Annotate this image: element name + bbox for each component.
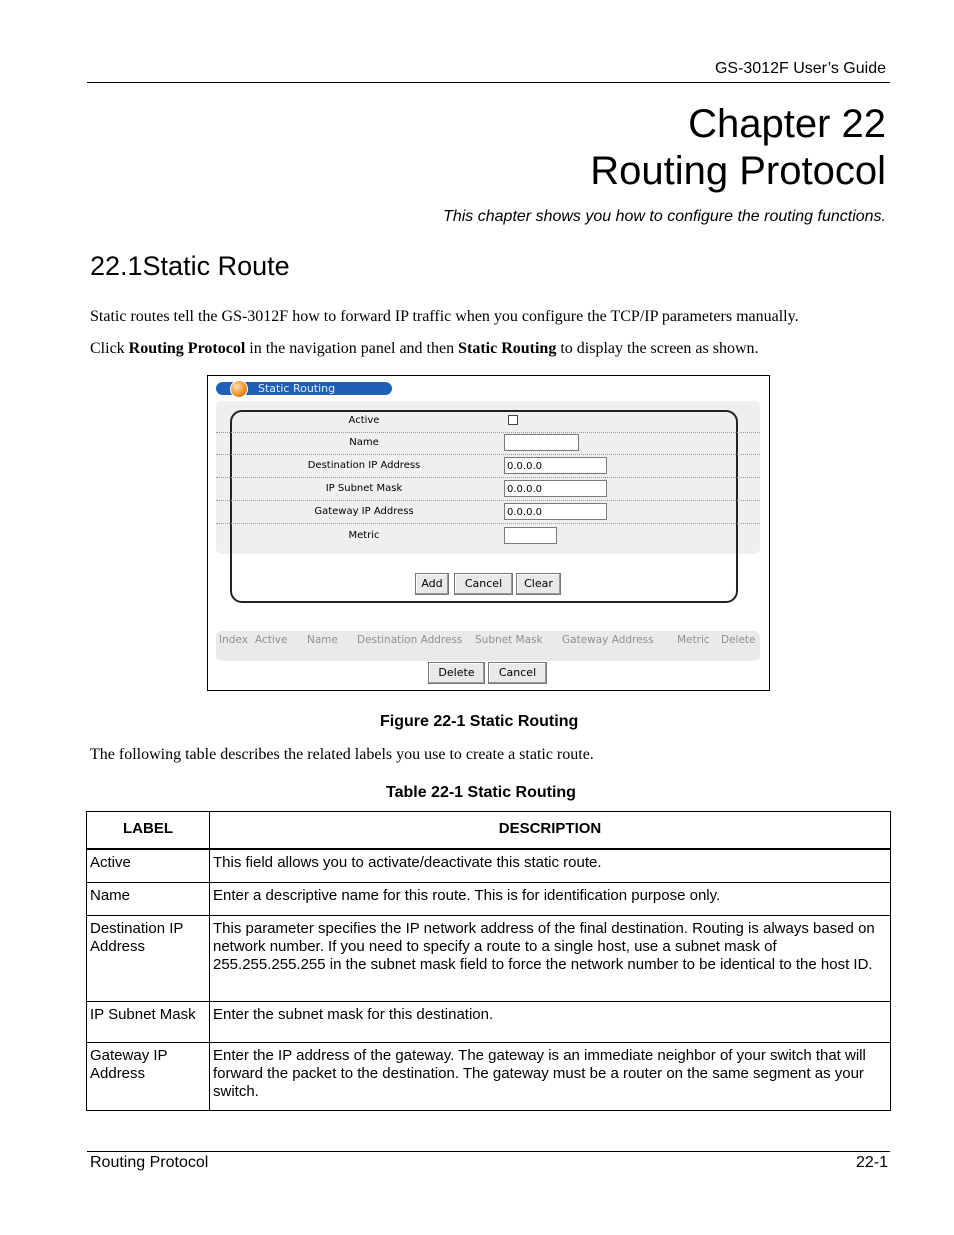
p2-bold-static-routing: Static Routing xyxy=(458,340,557,357)
header-description: DESCRIPTION xyxy=(210,812,891,850)
row-label: Destination IP Address xyxy=(87,915,210,1001)
description-table xyxy=(86,811,891,1111)
p2-bold-routing-protocol: Routing Protocol xyxy=(128,340,246,357)
field-label: Active xyxy=(348,415,380,426)
paragraph-3: The following table describes the related labels you use to create a static route. xyxy=(90,746,594,763)
row-label: Name xyxy=(87,882,210,915)
header-label: LABEL xyxy=(87,812,210,850)
col-subnet-mask: Subnet Mask xyxy=(475,634,543,646)
table-row xyxy=(87,882,891,915)
screen-title: Static Routing xyxy=(258,382,336,395)
orange-bullet-icon xyxy=(230,380,248,398)
row-description: Enter the subnet mask for this destination. xyxy=(210,1001,891,1042)
gateway-ip-input[interactable]: 0.0.0.0 xyxy=(504,503,607,520)
row-description: This parameter specifies the IP network address of the final destination. Routing is always based on network number. If you need to specify a route to a single host, use a subnet mask of 255.255.255.255 in the subnet mask field to force the network number to be identical to the host ID. xyxy=(210,915,891,1001)
chapter-title: Routing Protocol xyxy=(590,149,886,193)
static-routing-screen xyxy=(207,375,770,691)
col-metric: Metric xyxy=(677,634,710,646)
figure-caption: Figure 22-1 Static Routing xyxy=(380,713,579,730)
col-index: Index xyxy=(219,634,248,646)
col-gateway-address: Gateway Address xyxy=(562,634,654,646)
footer-rule xyxy=(87,1151,890,1152)
metric-input[interactable] xyxy=(504,527,557,544)
table-header-row xyxy=(87,812,891,850)
field-row-active xyxy=(216,409,760,433)
table-caption: Table 22-1 Static Routing xyxy=(386,784,576,801)
row-label: IP Subnet Mask xyxy=(87,1001,210,1042)
field-label: Gateway IP Address xyxy=(314,506,414,517)
field-label: Destination IP Address xyxy=(307,460,421,471)
footer-page-number: 22-1 xyxy=(855,1154,888,1171)
col-name: Name xyxy=(307,634,338,646)
cancel-delete-button[interactable]: Cancel xyxy=(488,662,547,684)
p2-text-a: Click xyxy=(90,340,129,357)
field-label: IP Subnet Mask xyxy=(325,483,403,494)
row-label: Gateway IP Address xyxy=(87,1042,210,1110)
subnet-mask-input[interactable]: 0.0.0.0 xyxy=(504,480,607,497)
row-description: This field allows you to activate/deactivate this static route. xyxy=(210,849,891,882)
table-row xyxy=(87,1042,891,1110)
header-rule xyxy=(87,82,890,83)
col-delete: Delete xyxy=(721,634,756,646)
table-row xyxy=(87,915,891,1001)
delete-button[interactable]: Delete xyxy=(428,662,485,684)
name-input[interactable] xyxy=(504,434,579,451)
paragraph-1: Static routes tell the GS-3012F how to forward IP traffic when you configure the TCP/IP parameters manually. xyxy=(90,308,799,325)
p2-text-e: to display the screen as shown. xyxy=(556,340,759,357)
field-row-metric xyxy=(216,524,760,547)
col-active: Active xyxy=(255,634,288,646)
col-destination-address: Destination Address xyxy=(357,634,463,646)
cancel-button[interactable]: Cancel xyxy=(454,573,513,595)
active-checkbox[interactable] xyxy=(508,415,518,425)
field-row-name xyxy=(216,431,760,455)
row-description: Enter a descriptive name for this route. This is for identification purpose only. xyxy=(210,882,891,915)
field-label: Metric xyxy=(348,530,380,541)
footer-chapter-name: Routing Protocol xyxy=(90,1154,209,1171)
table-row xyxy=(87,1001,891,1042)
field-label: Name xyxy=(349,437,379,448)
destination-ip-input[interactable]: 0.0.0.0 xyxy=(504,457,607,474)
field-row-gateway xyxy=(216,500,760,524)
field-row-destination xyxy=(216,454,760,478)
chapter-number: Chapter 22 xyxy=(688,102,886,146)
section-heading: 22.1Static Route xyxy=(90,251,290,281)
p2-text-c: in the navigation panel and then xyxy=(245,340,459,357)
field-row-subnet xyxy=(216,477,760,501)
row-label: Active xyxy=(87,849,210,882)
row-description: Enter the IP address of the gateway. The gateway is an immediate neighbor of your switch that will forward the packet to the destination. The gateway must be a router on the same segment as your switch. xyxy=(210,1042,891,1110)
clear-button[interactable]: Clear xyxy=(516,573,561,595)
guide-title: GS-3012F User’s Guide xyxy=(714,60,886,77)
table-row xyxy=(87,849,891,882)
add-button[interactable]: Add xyxy=(415,573,449,595)
chapter-intro: This chapter shows you how to configure the routing functions. xyxy=(443,208,886,225)
paragraph-2 xyxy=(90,340,759,358)
